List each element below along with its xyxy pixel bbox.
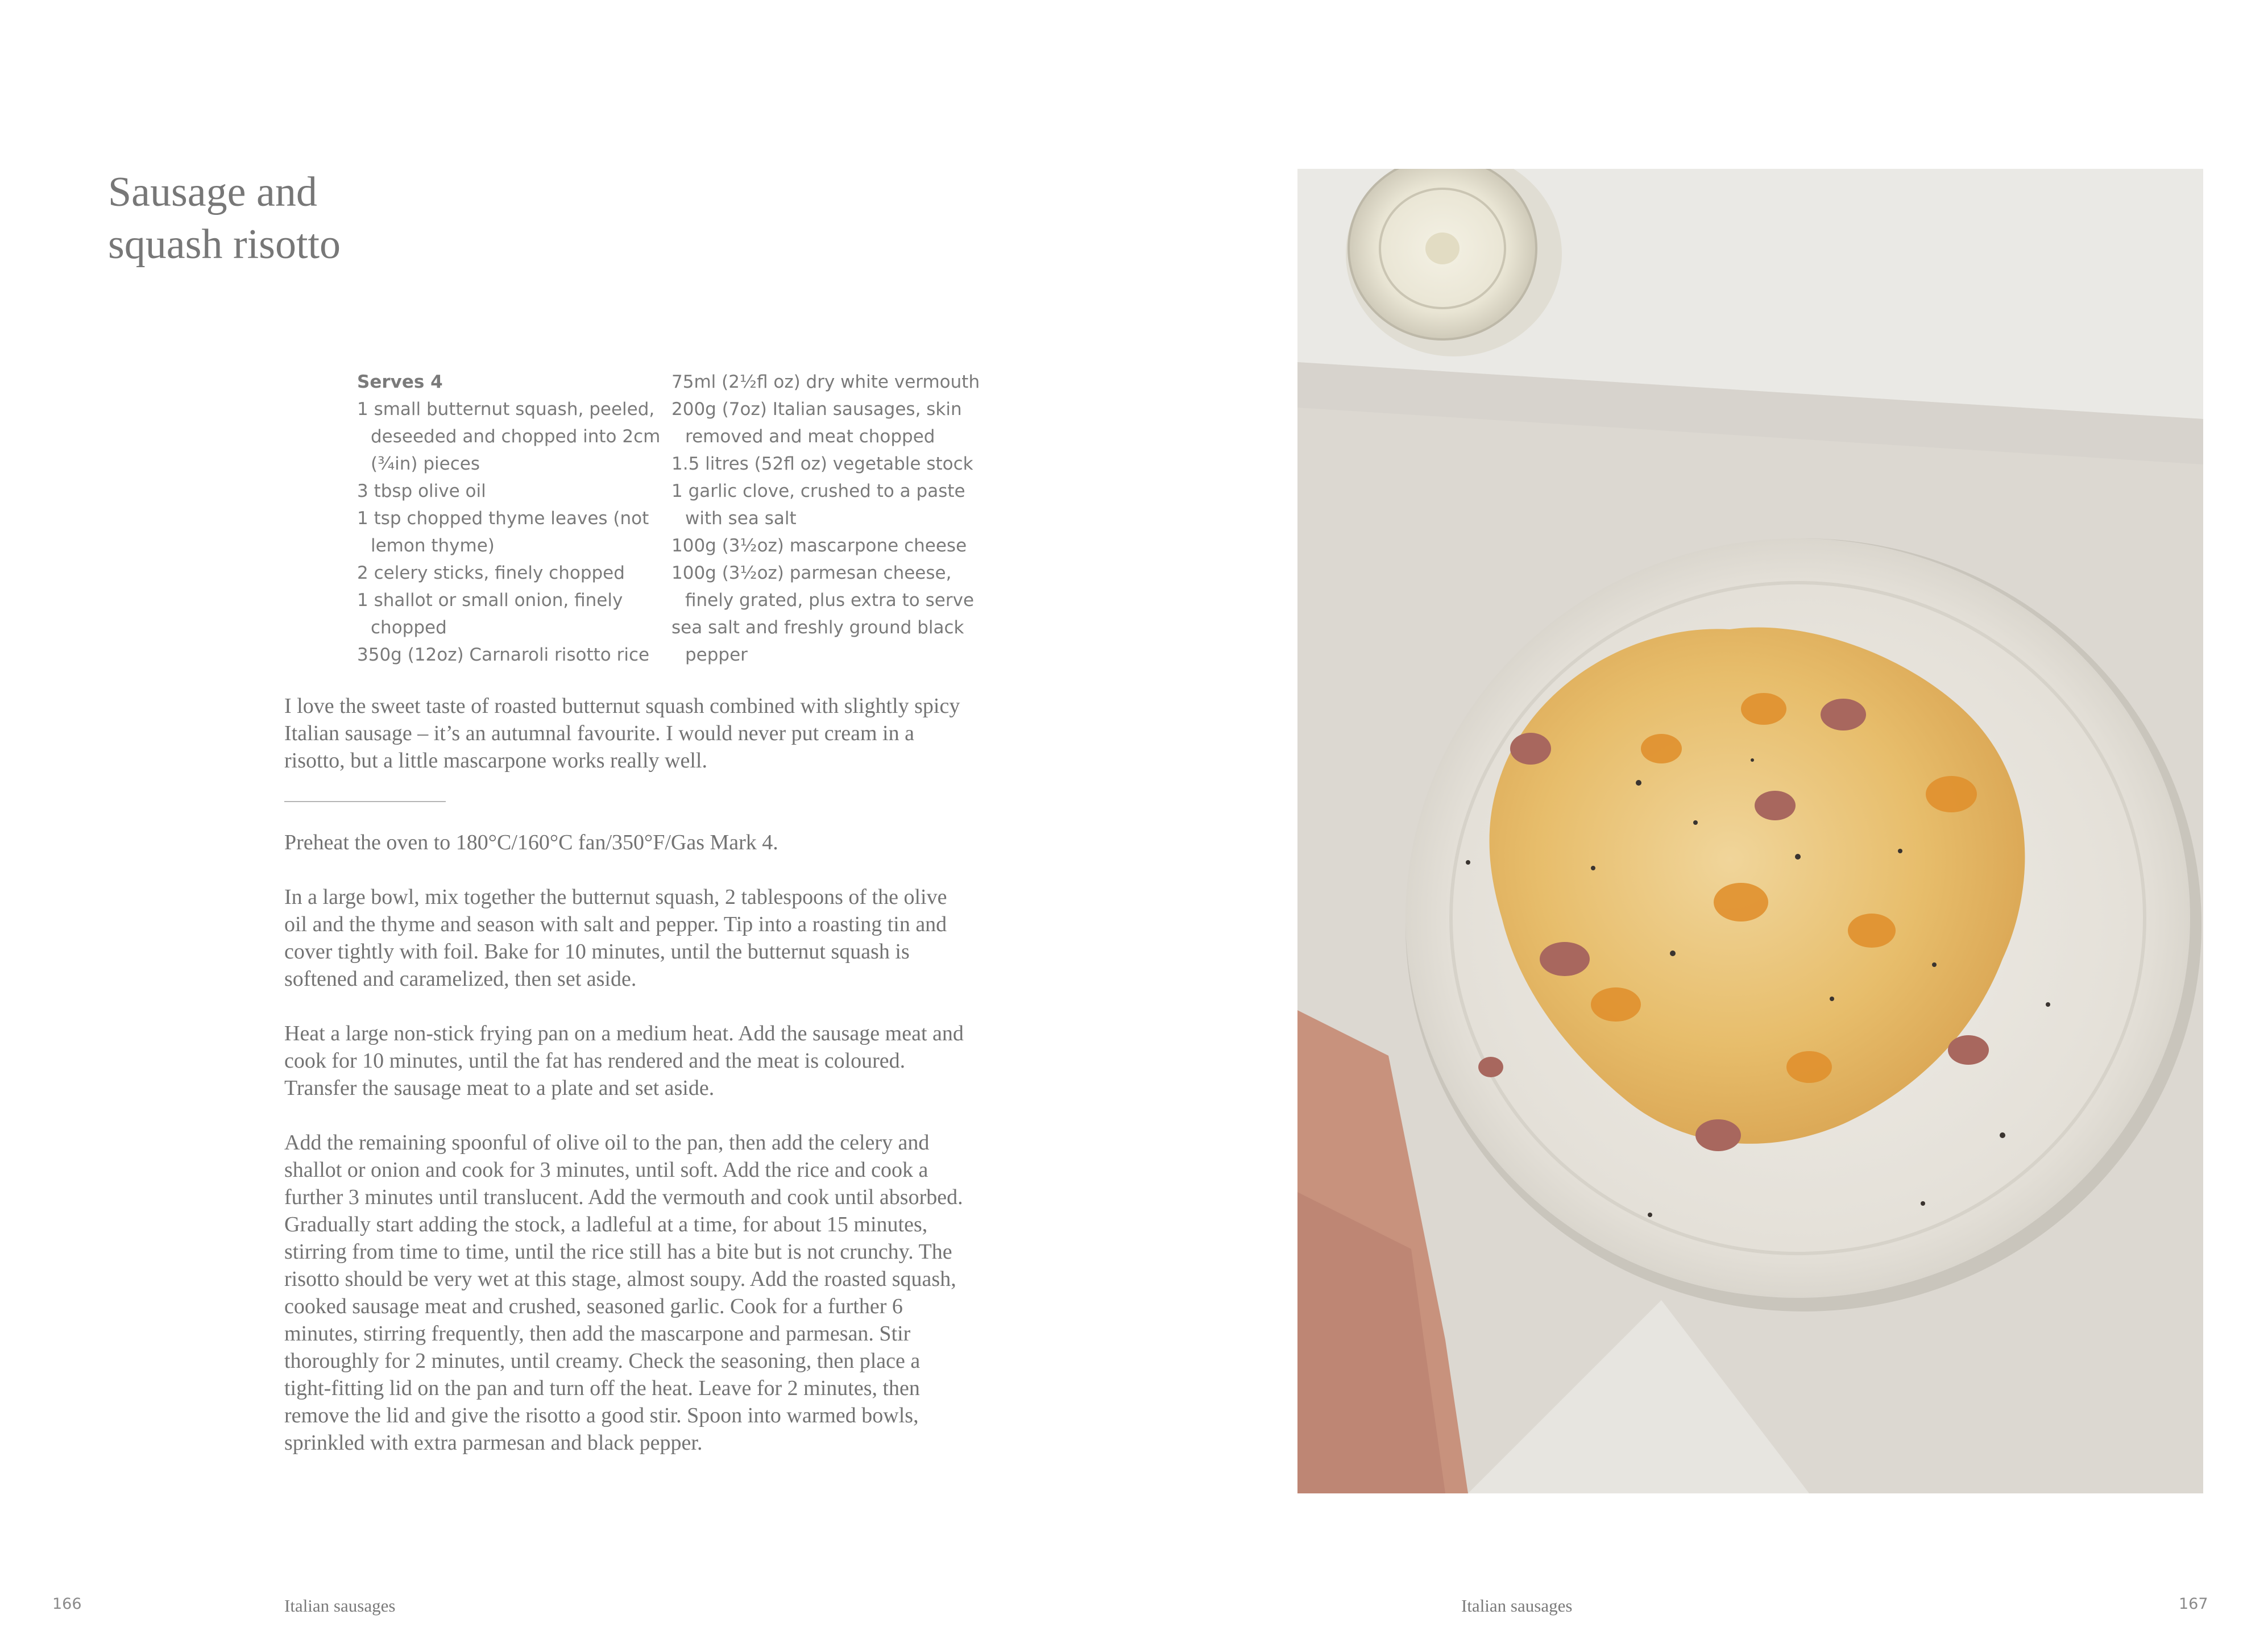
running-head-left: Italian sausages	[284, 1596, 396, 1616]
method-step: Heat a large non-stick frying pan on a medium heat. Add the sausage meat and cook for 10 minutes, until the fat has rendered and the meat is coloured. Transfer the sausage meat to a plate and set aside.	[284, 1022, 964, 1100]
ingredient-item: 75ml (2½fl oz) dry white vermouth	[671, 372, 980, 392]
ingredient-item: 3 tbsp olive oil	[357, 481, 486, 501]
ingredient-item: sea salt and freshly ground black pepper	[671, 617, 964, 665]
ingredient-item: 350g (12oz) Carnaroli risotto rice	[357, 645, 650, 665]
ingredient-item: 1.5 litres (52fl oz) vegetable stock	[671, 454, 973, 474]
section-divider	[284, 801, 446, 802]
ingredients-column-1	[357, 368, 671, 669]
ingredient-item: 1 tsp chopped thyme leaves (not lemon thyme)	[357, 508, 649, 556]
ingredient-item: 1 small butternut squash, peeled, deseeded and chopped into 2cm (¾in) pieces	[357, 399, 661, 474]
recipe-title	[108, 166, 341, 271]
ingredient-item: 1 shallot or small onion, finely chopped	[357, 590, 623, 638]
ingredient-item: 2 celery sticks, finely chopped	[357, 563, 625, 583]
method-step: In a large bowl, mix together the butternut squash, 2 tablespoons of the olive oil and the thyme and season with salt and pepper. Tip into a roasting tin and cover tightly with foil. Bake for 10 minutes, until the butternut squash is softened and caramelized, then set aside.	[284, 885, 947, 991]
ingredient-item: 200g (7oz) Italian sausages, skin removed and meat chopped	[671, 399, 962, 447]
ingredient-item: 100g (3½oz) parmesan cheese, finely grated, plus extra to serve	[671, 563, 975, 611]
page-number-right: 167	[2179, 1595, 2208, 1613]
method-step: Add the remaining spoonful of olive oil to the pan, then add the celery and shallot or onion and cook for 3 minutes, until soft. Add the rice and cook a further 3 minutes until translucent. Add the vermouth and cook until absorbed. Gradually start adding the stock, a ladleful at a time, for about 15 minutes, stirring from time to time, until the rice still has a bite but is not crunchy. The risotto should be very wet at this stage, almost soupy. Add the roasted squash, cooked sausage meat and crushed, seasoned garlic. Cook for a further 6 minutes, stirring frequently, then add the mascarpone and parmesan. Stir thoroughly for 2 minutes, until creamy. Check the seasoning, then place a tight-fitting lid on the pan and turn off the heat. Leave for 2 minutes, then remove the lid and give the risotto a good stir. Spoon into warmed bowls, sprinkled with extra parmesan and black pepper.	[284, 1131, 963, 1455]
recipe-title-line-2: squash risotto	[108, 221, 341, 268]
page-number-left: 166	[52, 1595, 82, 1613]
risotto-photo-illustration	[1297, 169, 2203, 1493]
ingredients-list	[357, 368, 980, 669]
ingredient-item: 1 garlic clove, crushed to a paste with sea salt	[671, 481, 965, 529]
running-head-right: Italian sausages	[1461, 1596, 1573, 1616]
risotto-photo	[1297, 169, 2203, 1493]
ingredient-item: 100g (3½oz) mascarpone cheese	[671, 536, 967, 556]
ingredients-column-2	[671, 368, 986, 669]
recipe-intro: I love the sweet taste of roasted butternut squash combined with slightly spicy Italian sausage – it’s an autumnal favourite. I would never put cream in a risotto, but a little mascarpone works really well.	[284, 694, 960, 773]
recipe-title-line-1: Sausage and	[108, 169, 317, 215]
serves-label: Serves 4	[357, 372, 443, 392]
method-step: Preheat the oven to 180°C/160°C fan/350°F/Gas Mark 4.	[284, 831, 778, 854]
left-page	[0, 0, 1121, 1652]
method-steps	[284, 829, 967, 1484]
